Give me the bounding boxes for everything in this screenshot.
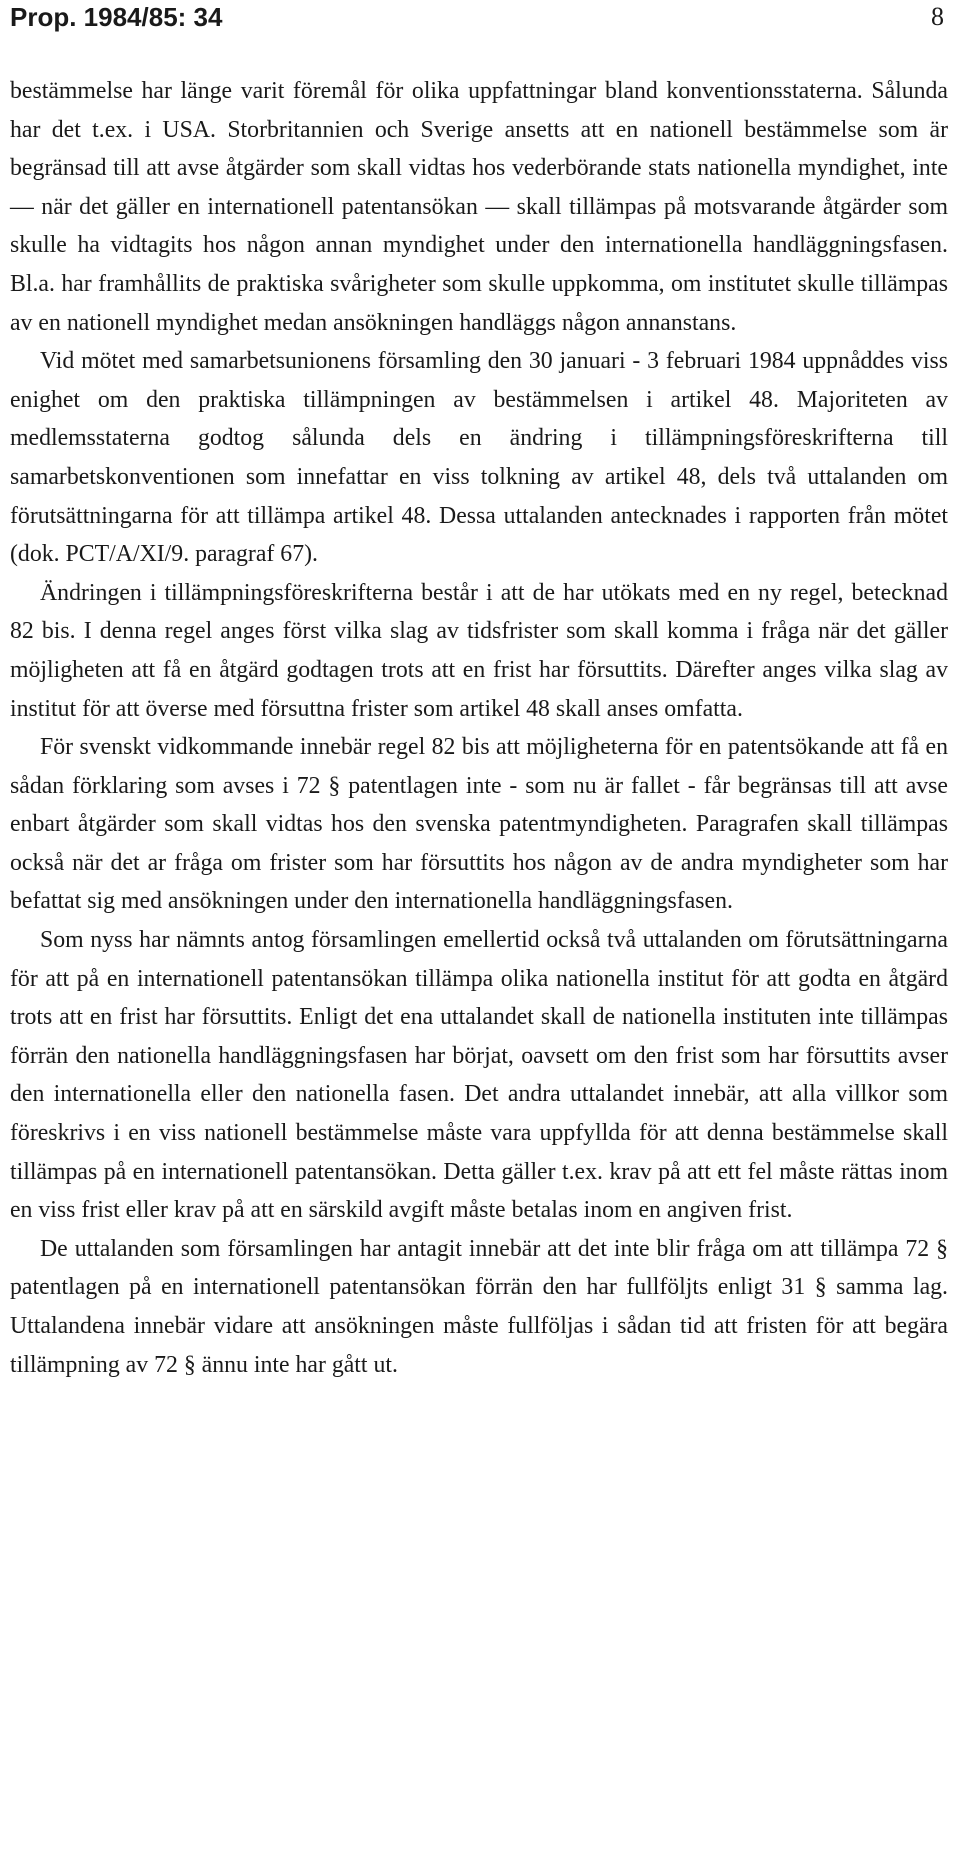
page-number: 8 xyxy=(931,2,944,31)
paragraph-1: bestämmelse har länge varit föremål för olika uppfattningar bland konventionsstaterna. Sålunda har det t.ex. i USA. Storbritannien och Sverige ansetts att en nationell bestämmelse som är begränsad till att avse åtgärder som skall vidtas hos vederbörande stats nationella myndighet, inte — när det gäller en internationell patentansökan — skall tillämpas på motsvarande åtgärder som skulle ha vidtagits hos någon annan myndighet under den internationella handläggningsfasen. Bl.a. har framhållits de praktiska svårigheter som skulle uppkomma, om institutet skulle tillämpas av en nationell myndighet medan ansökningen handläggs någon annanstans. xyxy=(10,78,948,336)
paragraph-4: För svenskt vidkommande innebär regel 82 bis att möjligheterna för en patentsökande att få en sådan förklaring som avses i 72 § patentlagen inte - som nu är fallet - får begränsas till att avse enbart åtgärder som skall vidtas hos den svenska patentmyndigheten. Paragrafen skall tillämpas också när det ar fråga om frister som har försuttits hos någon av de andra myndigheter som har befattat sig med ansökningen under den internationella handläggningsfasen. xyxy=(10,734,948,915)
paragraph-3: Ändringen i tillämpningsföreskrifterna består i att de har utökats med en ny regel, betecknad 82 bis. I denna regel anges först vilka slag av tidsfrister som skall komma i fråga när det gäller möjligheten att få en åtgärd godtagen trots att en frist har försuttits. Därefter anges vilka slag av institut för att överse med försuttna frister som artikel 48 skall anses omfatta. xyxy=(10,579,948,722)
document-body xyxy=(10,72,948,1384)
document-reference: Prop. 1984/85: 34 xyxy=(10,2,223,32)
page-header xyxy=(10,2,950,42)
paragraph-2: Vid mötet med samarbetsunionens församling den 30 januari - 3 februari 1984 uppnåddes viss enighet om den praktiska tillämpningen av bestämmelsen i artikel 48. Majoriteten av medlemsstaterna godtog sålunda dels en ändring i tillämpningsföreskrifterna till samarbetskonventionen som innefattar en viss tolkning av artikel 48, dels två uttalanden om förutsättningarna för att tillämpa artikel 48. Dessa uttalanden antecknades i rapporten från mötet (dok. PCT/A/XI/9. paragraf 67). xyxy=(10,348,948,568)
paragraph-5: Som nyss har nämnts antog församlingen emellertid också två uttalanden om förutsättningarna för att på en internationell patentansökan tillämpa olika nationella institut för att godta en åtgärd trots att en frist har försuttits. Enligt det ena uttalandet skall de nationella instituten inte tillämpas förrän den nationella handläggningsfasen har börjat, oavsett om den frist som har försuttits avser den internationella eller den nationella fasen. Det andra uttalandet innebär, att alla villkor som föreskrivs i en viss nationell bestämmelse måste vara uppfyllda för att denna bestämmelse skall tillämpas på en internationell patentansökan. Detta gäller t.ex. krav på att ett fel måste rättas inom en viss frist eller krav på att en särskild avgift måste betalas inom en angiven frist. xyxy=(10,927,948,1224)
paragraph-6: De uttalanden som församlingen har antagit innebär att det inte blir fråga om att tillämpa 72 § patentlagen på en internationell patentansökan förrän den har fullföljts enligt 31 § samma lag. Uttalandena innebär vidare att ansökningen måste fullföljas i sådan tid att fristen för att begära tillämpning av 72 § ännu inte har gått ut. xyxy=(10,1235,948,1378)
